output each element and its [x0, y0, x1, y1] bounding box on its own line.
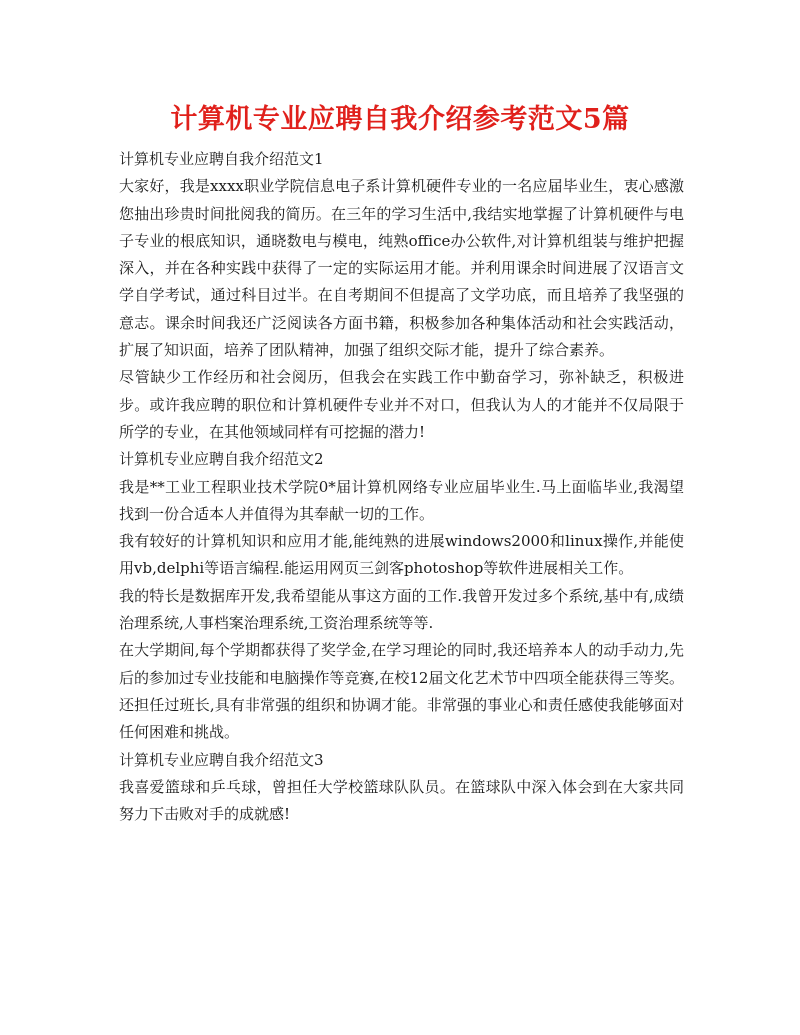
section-2-paragraph-1: 我是**工业工程职业技术学院0*届计算机网络专业应届毕业生.马上面临毕业,我渴望找到一份合适本人并值得为其奉献一切的工作。 [119, 477, 684, 523]
section-2-paragraph-4: 在大学期间,每个学期都获得了奖学金,在学习理论的同时,我还培养本人的动手动力,先后的参加过专业技能和电脑操作等竞赛,在校12届文化艺术节中四项全能获得三等奖。还担任过班长,具有非常强的组织和协调才能。非常强的事业心和责任感使我能够面对任何困难和挑战。 [119, 641, 684, 742]
section-1-paragraph-2: 尽管缺少工作经历和社会阅历，但我会在实践工作中勤奋学习，弥补缺乏，积极进步。或许我应聘的职位和计算机硬件专业并不对口，但我认为人的才能并不仅局限于所学的专业，在其他领域同样有可挖掘的潜力! [119, 368, 684, 441]
section-heading-1: 计算机专业应聘自我介绍范文1 [119, 150, 324, 168]
document-title: 计算机专业应聘自我介绍参考范文5篇 [170, 104, 630, 135]
section-heading-3: 计算机专业应聘自我介绍范文3 [119, 750, 324, 769]
section-3-paragraph-1: 我喜爱篮球和乒乓球，曾担任大学校篮球队队员。在篮球队中深入体会到在大家共同努力下击败对手的成就感! [119, 777, 684, 824]
section-2-paragraph-2: 我有较好的计算机知识和应用才能,能纯熟的进展windows2000和linux操作,并能使用vb,delphi等语言编程.能运用网页三剑客photoshop等软件进展相关工作。 [119, 532, 684, 578]
document-body [119, 146, 684, 828]
section-heading-2: 计算机专业应聘自我介绍范文2 [119, 450, 324, 469]
section-1-paragraph-1: 大家好，我是xxxx职业学院信息电子系计算机硬件专业的一名应届毕业生，衷心感激您抽出珍贵时间批阅我的简历。在三年的学习生活中,我结实地掌握了计算机硬件与电子专业的根底知识，通晓数电与模电，纯熟office办公软件,对计算机组装与维护把握深入，并在各种实践中获得了一定的实际运用才能。并利用课余时间进展了汉语言文学自学考试，通过科目过半。在自考期间不但提高了文学功底，而且培养了我坚强的意志。课余时间我还广泛阅读各方面书籍，积极参加各种集体活动和社会实践活动，扩展了知识面，培养了团队精神，加强了组织交际才能，提升了综合素养。 [119, 177, 684, 360]
section-2-paragraph-3: 我的特长是数据库开发,我希望能从事这方面的工作.我曾开发过多个系统,基中有,成绩治理系统,人事档案治理系统,工资治理系统等等. [119, 586, 684, 633]
